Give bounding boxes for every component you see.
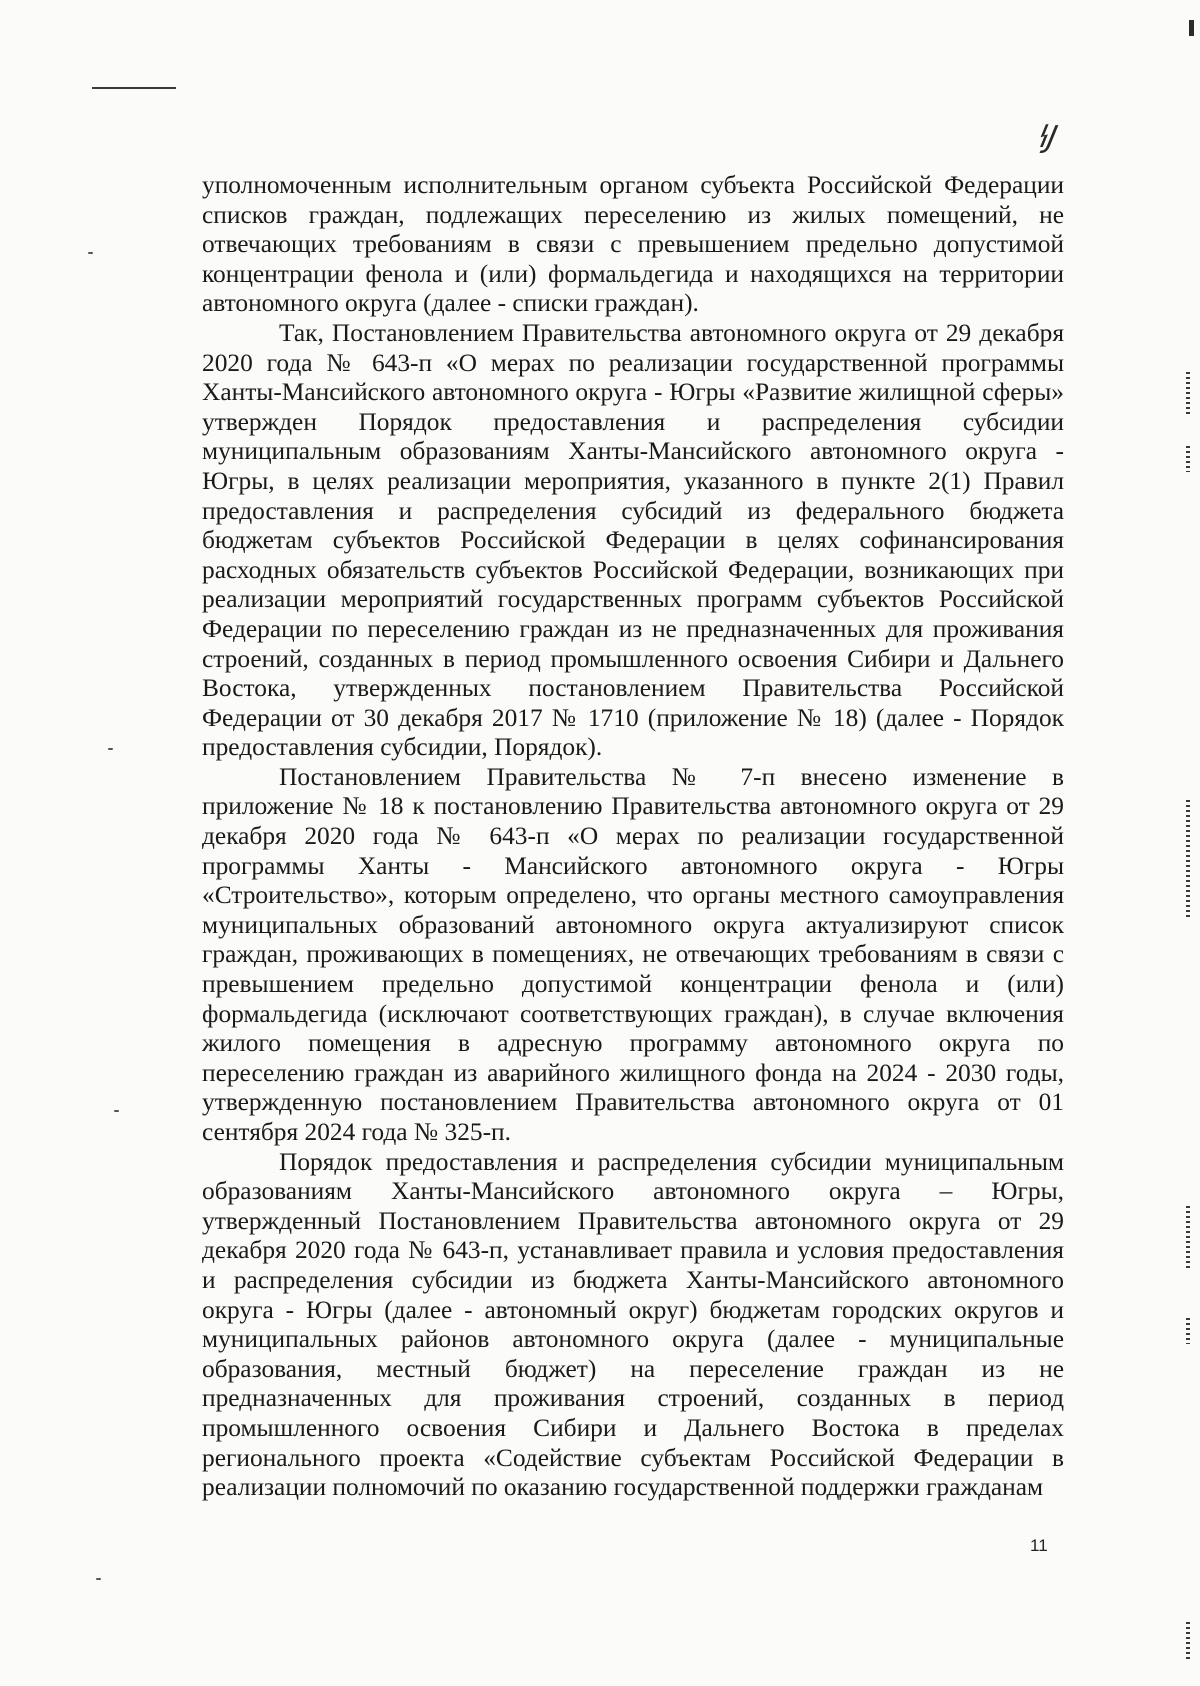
paragraph-resolution-7: Постановлением Правительства № 7-п внесено изменение в приложение № 18 к постановлению Правительства автономного округа от 29 декабря 2020 года № 643-п «О мерах по реализации государственной программы Ханты - Мансийского автономного округа - Югры «Строительство», которым определено, что органы местного самоуправления муниципальных образований автономного округа актуализируют список граждан, проживающих в помещениях, не отвечающих требованиям в связи с превышением предельно допустимой концентрации фенола и (или) формальдегида (исключают соответствующих граждан), в случае включения жилого помещения в адресную программу автономного округа по переселению граждан из аварийного жилищного фонда на 2024 - 2030 годы, утвержденную постановлением Правительства автономного округа от 01 сентября 2024 года № 325-п. bbox=[202, 762, 1064, 1146]
scan-edge-dots bbox=[1186, 1622, 1190, 1662]
scan-edge-dots bbox=[1186, 800, 1190, 920]
scan-speck bbox=[88, 252, 93, 254]
scan-edge-dots bbox=[1186, 372, 1190, 414]
page-number: 11 bbox=[1030, 1536, 1048, 1555]
paragraph-resolution-643: Так, Постановлением Правительства автономного округа от 29 декабря 2020 года № 643-п «О мерах по реализации государственной программы Ханты-Мансийского автономного округа - Югры «Развитие жилищной сферы» утвержден Порядок предоставления и распределения субсидии муниципальным образованиям Ханты-Мансийского автономного округа - Югры, в целях реализации мероприятия, указанного в пункте 2(1) Правил предоставления и распределения субсидий из федерального бюджета бюджетам субъектов Российской Федерации в целях софинансирования расходных обязательств субъектов Российской Федерации, возникающих при реализации мероприятий государственных программ субъектов Российской Федерации по переселению граждан из не предназначенных для проживания строений, созданных в период промышленного освоения Сибири и Дальнего Востока, утвержденных постановлением Правительства Российской Федерации от 30 декабря 2017 № 1710 (приложение № 18) (далее - Порядок предоставления субсидии, Порядок). bbox=[202, 318, 1064, 762]
scan-speck bbox=[96, 1578, 101, 1580]
document-body bbox=[202, 171, 1064, 1503]
top-rule-line bbox=[92, 87, 176, 89]
scan-speck bbox=[114, 1110, 119, 1112]
paragraph-subsidy-procedure: Порядок предоставления и распределения субсидии муниципальным образованиям Ханты-Мансийского автономного округа – Югры, утвержденный Постановлением Правительства автономного округа от 29 декабря 2020 года № 643-п, устанавливает правила и условия предоставления и распределения субсидии из бюджета Ханты-Мансийского автономного округа - Югры (далее - автономный округ) бюджетам городских округов и муниципальных районов автономного округа (далее - муниципальные образования, местный бюджет) на переселение граждан из не предназначенных для проживания строений, созданных в период промышленного освоения Сибири и Дальнего Востока в пределах регионального проекта «Содействие субъектам Российской Федерации в реализации полномочий по оказанию государственной поддержки гражданам bbox=[202, 1147, 1064, 1502]
scan-edge-mark bbox=[1189, 20, 1194, 36]
scan-edge-dots bbox=[1186, 446, 1190, 472]
scan-speck bbox=[108, 748, 113, 750]
scan-edge-dots bbox=[1186, 1318, 1190, 1344]
handwritten-page-mark: ꝇЈ bbox=[1034, 120, 1059, 155]
scan-edge-dots bbox=[1186, 1206, 1190, 1270]
paragraph-continuation: уполномоченным исполнительным органом субъекта Российской Федерации списков граждан, подлежащих переселению из жилых помещений, не отвечающих требованиям в связи с превышением предельно допустимой концентрации фенола и (или) формальдегида и находящихся на территории автономного округа (далее - списки граждан). bbox=[202, 171, 1064, 318]
